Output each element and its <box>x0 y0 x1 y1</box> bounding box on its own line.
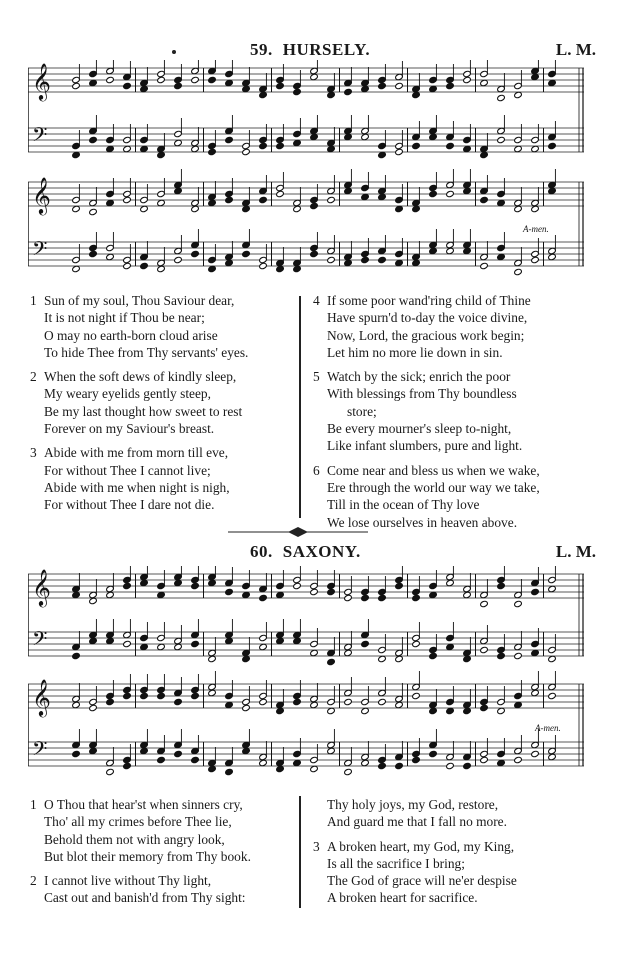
note-head <box>310 701 319 708</box>
note-head <box>106 698 115 705</box>
note-head <box>361 594 370 601</box>
note-head <box>344 88 353 95</box>
note-head <box>480 646 489 653</box>
verse-4: 4 If some poor wand'ring child of Thine Have spurn'd to-day the voice divine, Now, Lord, the gracious work begin; Let him no more lie down in sin. <box>313 293 531 360</box>
note-head <box>463 655 472 662</box>
note-head <box>463 591 472 598</box>
hymn-60-amen: A-men. <box>535 723 561 733</box>
note-head <box>463 145 472 152</box>
note-head <box>480 756 489 763</box>
note-head <box>480 262 489 269</box>
note-head <box>497 759 506 766</box>
note-head <box>497 707 506 714</box>
note-head <box>497 136 506 143</box>
note-head <box>174 139 183 146</box>
note-head <box>225 701 234 708</box>
note-head <box>242 250 251 257</box>
note-head <box>531 205 540 212</box>
note-head <box>310 202 319 209</box>
note-head <box>89 208 98 215</box>
note-head <box>259 594 268 601</box>
note-head <box>293 265 302 272</box>
note-head <box>140 145 149 152</box>
bass-clef: 𝄢 <box>32 123 48 151</box>
note-head <box>106 199 115 206</box>
note-head <box>514 205 523 212</box>
note-head <box>514 145 523 152</box>
note-head <box>225 259 234 266</box>
note-head <box>344 768 353 775</box>
note-head <box>344 649 353 656</box>
note-head <box>429 190 438 197</box>
column-divider <box>299 296 301 518</box>
note-head <box>89 79 98 86</box>
hymn-60-score <box>28 566 584 794</box>
note-head <box>208 579 217 586</box>
note-head <box>72 265 81 272</box>
note-head <box>174 579 183 586</box>
note-head <box>140 692 149 699</box>
note-head <box>242 85 251 92</box>
note-head <box>123 196 132 203</box>
note-head <box>361 133 370 140</box>
note-head <box>157 756 166 763</box>
note-head <box>344 187 353 194</box>
note-head <box>412 756 421 763</box>
note-head <box>531 649 540 656</box>
note-head <box>140 262 149 269</box>
note-head <box>259 698 268 705</box>
note-head <box>259 262 268 269</box>
note-head <box>293 637 302 644</box>
note-head <box>514 652 523 659</box>
note-head <box>293 582 302 589</box>
note-head <box>446 707 455 714</box>
note-head <box>548 753 557 760</box>
note-head <box>548 79 557 86</box>
note-head <box>72 750 81 757</box>
note-head <box>123 262 132 269</box>
note-head <box>548 655 557 662</box>
note-head <box>429 591 438 598</box>
hymn-59-left-column <box>30 292 300 521</box>
note-head <box>208 689 217 696</box>
note-head <box>327 91 336 98</box>
note-head <box>157 76 166 83</box>
note-head <box>123 582 132 589</box>
verse-3: 3 A broken heart, my God, my King, Is all the sacrifice I bring; The God of grace will ne'er despise A broken heart for sacrifice. <box>313 838 517 906</box>
note-head <box>412 594 421 601</box>
note-head <box>225 196 234 203</box>
note-head <box>106 253 115 260</box>
note-head <box>378 698 387 705</box>
hymn-59-staves <box>28 60 584 292</box>
note-head <box>259 643 268 650</box>
note-head <box>225 136 234 143</box>
note-head <box>327 658 336 665</box>
note-head <box>242 655 251 662</box>
note-head <box>412 640 421 647</box>
note-head <box>225 768 234 775</box>
note-head <box>548 187 557 194</box>
note-head <box>378 762 387 769</box>
note-head <box>548 692 557 699</box>
treble-clef: 𝄞 <box>32 176 51 214</box>
note-head <box>395 655 404 662</box>
hymn-59-right-column <box>313 292 613 538</box>
note-head <box>531 689 540 696</box>
note-head <box>361 193 370 200</box>
note-head <box>276 142 285 149</box>
verse-2-continued: Thy holy joys, my God, restore, And guard me that I fall no more. <box>327 797 507 830</box>
note-head <box>327 256 336 263</box>
note-head <box>310 133 319 140</box>
note-head <box>446 82 455 89</box>
note-head <box>225 79 234 86</box>
note-head <box>378 655 387 662</box>
note-head <box>446 190 455 197</box>
note-head <box>429 85 438 92</box>
note-head <box>497 94 506 101</box>
note-head <box>157 265 166 272</box>
note-head <box>174 698 183 705</box>
note-head <box>497 199 506 206</box>
treble-clef: 𝄞 <box>32 678 51 716</box>
note-head <box>140 579 149 586</box>
note-head <box>123 82 132 89</box>
note-head <box>514 91 523 98</box>
note-head <box>378 151 387 158</box>
verse-2: 2 I cannot live without Thy light, Cast out and banish'd from Thy sight: <box>30 873 246 906</box>
note-head <box>293 205 302 212</box>
note-head <box>157 643 166 650</box>
note-head <box>361 707 370 714</box>
note-head <box>344 133 353 140</box>
verse-3: 3 Abide with me from morn till eve, For without Thee I cannot live; Abide with me when night is nigh, For without Thee I dare not die. <box>30 445 230 513</box>
note-head <box>497 253 506 260</box>
note-head <box>514 701 523 708</box>
note-head <box>191 145 200 152</box>
note-head <box>463 707 472 714</box>
note-head <box>480 151 489 158</box>
note-head <box>327 707 336 714</box>
note-head <box>157 151 166 158</box>
note-head <box>242 747 251 754</box>
note-head <box>276 82 285 89</box>
note-head <box>208 76 217 83</box>
note-head <box>208 765 217 772</box>
note-head <box>208 148 217 155</box>
note-head <box>259 196 268 203</box>
note-head <box>106 145 115 152</box>
note-head <box>378 82 387 89</box>
note-head <box>174 82 183 89</box>
note-head <box>72 652 81 659</box>
note-head <box>395 259 404 266</box>
note-head <box>106 637 115 644</box>
note-head <box>429 652 438 659</box>
note-head <box>293 139 302 146</box>
note-head <box>276 707 285 714</box>
hymn-60-meter: L. M. <box>555 542 596 561</box>
note-head <box>531 750 540 757</box>
note-head <box>242 148 251 155</box>
note-head <box>463 187 472 194</box>
note-head <box>106 591 115 598</box>
hymn-60-right-column <box>313 796 613 914</box>
bass-clef: 𝄢 <box>32 627 48 655</box>
note-head <box>293 698 302 705</box>
note-head <box>208 265 217 272</box>
note-head <box>446 142 455 149</box>
note-head <box>89 747 98 754</box>
note-head <box>310 649 319 656</box>
note-head <box>310 765 319 772</box>
note-head <box>174 750 183 757</box>
note-head <box>208 655 217 662</box>
note-head <box>446 762 455 769</box>
note-head <box>514 268 523 275</box>
note-head <box>395 701 404 708</box>
note-head <box>395 582 404 589</box>
note-head <box>174 256 183 263</box>
note-head <box>378 256 387 263</box>
note-head <box>106 768 115 775</box>
hymn-59-score <box>28 60 584 292</box>
note-head <box>89 136 98 143</box>
note-head <box>429 750 438 757</box>
note-head <box>395 148 404 155</box>
note-head <box>276 265 285 272</box>
note-head <box>72 205 81 212</box>
note-head <box>140 747 149 754</box>
note-head <box>259 91 268 98</box>
note-head <box>191 640 200 647</box>
hymn-59-header <box>250 40 370 60</box>
note-head <box>514 600 523 607</box>
note-head <box>242 591 251 598</box>
note-head <box>191 250 200 257</box>
note-head <box>531 73 540 80</box>
note-head <box>548 253 557 260</box>
verse-6: 6 Come near and bless us when we wake, Ere through the world our way we take, Till in the ocean of Thy love We lose ourselves in heaven above. <box>313 462 540 530</box>
verse-5: 5 Watch by the sick; enrich the poor With blessings from Thy boundless store; Be every mourner's sleep to-night, Like infant slumbers, pure and light. <box>313 369 523 454</box>
note-head <box>327 145 336 152</box>
note-head <box>429 247 438 254</box>
note-head <box>327 588 336 595</box>
note-head <box>140 643 149 650</box>
note-head <box>361 256 370 263</box>
verse-1: 1 O Thou that hear'st when sinners cry, Tho' all my crimes before Thee lie, Behold them not with angry look, But blot their memory from Thy book. <box>30 797 251 864</box>
note-head <box>463 762 472 769</box>
note-head <box>531 256 540 263</box>
note-head <box>378 594 387 601</box>
note-head <box>89 704 98 711</box>
note-head <box>123 762 132 769</box>
note-head <box>310 588 319 595</box>
note-head <box>293 759 302 766</box>
note-head <box>191 756 200 763</box>
note-head <box>140 205 149 212</box>
note-head <box>225 588 234 595</box>
note-head <box>242 205 251 212</box>
verse-1: 1 Sun of my soul, Thou Saviour dear, It is not night if Thou be near; O may no earth-born cloud arise To hide Thee from Thy servants' eyes. <box>30 293 249 360</box>
note-head <box>361 640 370 647</box>
note-head <box>412 91 421 98</box>
note-head <box>446 579 455 586</box>
note-head <box>72 82 81 89</box>
note-head <box>497 582 506 589</box>
note-head <box>429 133 438 140</box>
note-head <box>327 196 336 203</box>
note-head <box>327 747 336 754</box>
note-head <box>72 701 81 708</box>
note-head <box>497 652 506 659</box>
note-head <box>463 247 472 254</box>
note-head <box>395 762 404 769</box>
column-divider <box>299 796 301 908</box>
note-head <box>123 145 132 152</box>
note-head <box>293 88 302 95</box>
note-head <box>446 247 455 254</box>
note-head <box>514 756 523 763</box>
note-head <box>123 640 132 647</box>
note-head <box>429 707 438 714</box>
note-head <box>72 591 81 598</box>
note-head <box>89 250 98 257</box>
note-head <box>395 82 404 89</box>
note-head <box>463 76 472 83</box>
bass-clef: 𝄢 <box>32 737 48 765</box>
note-head <box>344 259 353 266</box>
note-head <box>480 79 489 86</box>
hymn-60-tune: SAXONY. <box>282 542 361 561</box>
note-head <box>361 85 370 92</box>
note-head <box>378 193 387 200</box>
note-head <box>157 591 166 598</box>
note-head <box>480 196 489 203</box>
note-head <box>174 643 183 650</box>
note-head <box>310 73 319 80</box>
note-head <box>157 692 166 699</box>
note-head <box>225 637 234 644</box>
note-head <box>395 205 404 212</box>
note-head <box>191 692 200 699</box>
note-head <box>259 142 268 149</box>
hymn-59-number: 59. <box>250 40 273 59</box>
note-head <box>191 582 200 589</box>
ornament-rule <box>228 524 368 540</box>
bass-clef: 𝄢 <box>32 237 48 265</box>
note-head <box>276 190 285 197</box>
note-head <box>531 145 540 152</box>
note-head <box>412 205 421 212</box>
hymn-60-header <box>250 542 361 562</box>
note-head <box>412 259 421 266</box>
note-head <box>242 704 251 711</box>
note-head <box>157 199 166 206</box>
note-head <box>344 698 353 705</box>
note-head <box>276 591 285 598</box>
note-head <box>259 759 268 766</box>
note-head <box>89 597 98 604</box>
hymn-60-staves <box>28 566 584 794</box>
hymn-60-left-column <box>30 796 320 914</box>
hymn-59-meter: L. M. <box>555 40 596 59</box>
note-head <box>310 250 319 257</box>
note-head <box>123 692 132 699</box>
hymn-59-tune: HURSELY. <box>282 40 371 59</box>
note-head <box>531 588 540 595</box>
note-head <box>548 585 557 592</box>
treble-clef: 𝄞 <box>32 568 51 606</box>
note-head <box>191 205 200 212</box>
ornament-dot <box>172 50 176 54</box>
note-head <box>276 637 285 644</box>
note-head <box>72 151 81 158</box>
note-head <box>344 594 353 601</box>
hymn-59-amen: A-men. <box>523 224 549 234</box>
note-head <box>548 142 557 149</box>
note-head <box>361 759 370 766</box>
note-head <box>174 187 183 194</box>
hymn-60-number: 60. <box>250 542 273 561</box>
note-head <box>106 76 115 83</box>
note-head <box>140 85 149 92</box>
note-head <box>412 142 421 149</box>
note-head <box>276 765 285 772</box>
note-head <box>480 600 489 607</box>
treble-clef: 𝄞 <box>32 62 51 100</box>
note-head <box>446 643 455 650</box>
note-head <box>480 704 489 711</box>
note-head <box>89 637 98 644</box>
note-head <box>191 76 200 83</box>
note-head <box>208 199 217 206</box>
note-head <box>412 692 421 699</box>
verse-2: 2 When the soft dews of kindly sleep, My weary eyelids gently steep, Be my last thought how sweet to rest Forever on my Saviour's breast. <box>30 369 243 437</box>
